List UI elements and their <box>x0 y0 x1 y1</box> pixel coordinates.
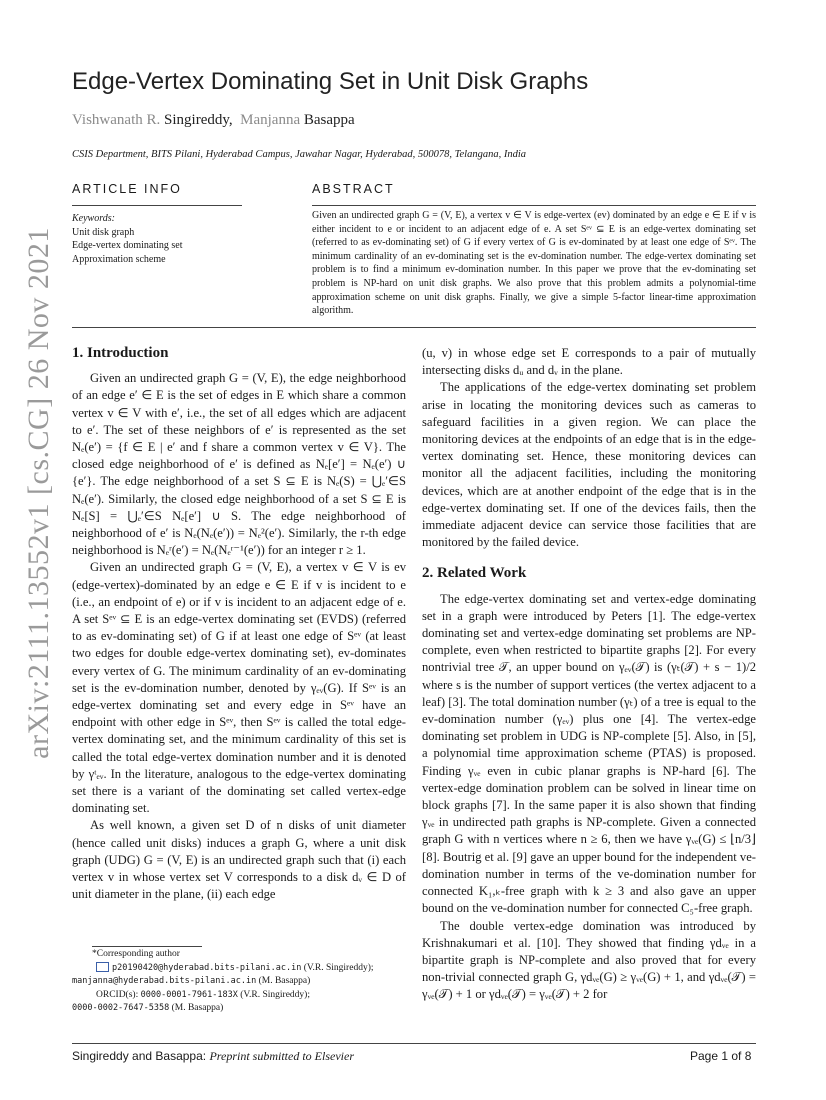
keywords-label: Keywords: <box>72 213 115 224</box>
mail-icon <box>96 962 109 972</box>
author-first-name[interactable]: Manjanna <box>240 112 301 128</box>
orcid-owner: (V.R. Singireddy); <box>240 989 310 1000</box>
spacer <box>422 551 756 565</box>
author-last-name[interactable]: Basappa <box>303 112 355 128</box>
section-heading-introduction: 1. Introduction <box>72 345 169 361</box>
author-last-name[interactable]: Singireddy <box>164 112 229 128</box>
affiliation: CSIS Department, BITS Pilani, Hyderabad Campus, Jawahar Nagar, Hyderabad, 500078, Telangana, India <box>72 149 527 160</box>
left-column <box>72 345 406 904</box>
abstract-text: Given an undirected graph G = (V, E), a vertex v ∈ V is edge-vertex (ev) dominated by an edge e ∈ E if v is either incident to e or incident to an adjacent edge of e. A set Sᵉᵛ ⊆ E is an edge-vertex dominating set (referred to as ev-dominating set) of G if every vertex of G is ev-dominated by at least one edge of Sᵉᵛ. The minimum cardinality of an ev-dominating set is the ev-domination number. The edge-vertex dominating set problem is to find a minimum ev-domination number. In this paper we prove that the ev-dominating set problem is NP-hard on unit disk graphs. We also prove that this problem admits a polynomial-time approximation scheme on unit disk graphs. Finally, we give a simple 5-factor linear-time approximation algorithm. <box>312 210 756 317</box>
divider <box>72 327 756 328</box>
abstract-heading: ABSTRACT <box>312 182 395 196</box>
page-number: Page 1 of 8 <box>690 1049 752 1063</box>
footer-left <box>72 1049 354 1064</box>
footnote-divider <box>92 946 202 947</box>
paragraph: Given an undirected graph G = (V, E), the edge neighborhood of an edge e′ ∈ E is the set of edges in E which share a common vertex v ∈ V with e′, i.e., the set of all edges which are adjacent to e′. The set of these neighbors of e′ is represented as the set Nₑ(e′) = {f ∈ E | e′ and f share a common vertex v ∈ V}. The closed edge neighborhood of e′ is defined as Nₑ[e′] = Nₑ(e′) ∪ {e′}. The edge neighborhood of a set S ⊆ E is Nₑ(S) = ⋃ₑ′∈S Nₑ(e′). Similarly, the closed edge neighborhood of a set S ⊆ E is Nₑ[S] = ⋃ₑ′∈S Nₑ[e′] ∪ S. The edge neighborhood of neighborhood of e′ is Nₑ(Nₑ(e′)) = Nₑ²(e′). Similarly, the r-th edge neighborhood is Nₑʳ(e′) = Nₑ(Nₑʳ⁻¹(e′)) for an integer r ≥ 1. <box>72 371 406 558</box>
paragraph: The double vertex-edge domination was introduced by Krishnakumari et al. [10]. They showed that finding γdᵥₑ in a bipartite graph is NP-complete and also proved that for every non-trivial connected graph G, γdᵥₑ(G) ≥ γᵥₑ(G) + 1, and γdᵥₑ(𝒯) = γᵥₑ(𝒯) + 1 or γdᵥₑ(𝒯) = γᵥₑ(𝒯) + 2 for <box>422 918 756 1002</box>
email-owner: (V.R. Singireddy); <box>303 962 374 973</box>
paragraph: Given an undirected graph G = (V, E), a vertex v ∈ V is ev (edge-vertex)-dominated by an edge e ∈ E if v is incident to e (i.e., an endpoint of e) or if v is incident to an adjacent edge of e. A set Sᵉᵛ ⊆ E is an edge-vertex dominating set (EVDS) (referred to as ev-dominating set) of G if at least one edge of Sᵉᵛ (at least two edges for double edge-vertex dominating set), ev-dominates every vertex of G. The minimum cardinality of an ev-dominating set is the ev-domination number, denoted by γₑᵥ(G). If Sᵉᵛ is an edge-vertex dominating set and every edge in Sᵉᵛ have an endpoint with other edge in Sᵉᵛ, then Sᵉᵛ is called the total edge-vertex dominating set, and the minimum cardinality of this set is called the total edge-vertex domination number and it is denoted by γᵗₑᵥ. In the literature, analogous to the edge-vertex dominating set there is a variant of the dominating set called vertex-edge dominating set. <box>72 560 406 816</box>
section-heading-related-work: 2. Related Work <box>422 565 527 582</box>
divider <box>312 205 756 206</box>
arxiv-stamp <box>14 227 64 759</box>
right-column <box>422 345 756 1004</box>
footnotes <box>72 948 406 1016</box>
paragraph: (u, v) in whose edge set E corresponds to a pair of mutually intersecting disks dᵤ and dᵥ in the plane. <box>422 346 756 378</box>
footnote-corresponding: *Corresponding author <box>92 949 180 959</box>
orcid-link[interactable]: 0000-0002-7647-5358 <box>72 1003 170 1013</box>
keyword: Approximation scheme <box>72 253 166 265</box>
email-link[interactable]: manjanna@hyderabad.bits-pilani.ac.in <box>72 976 257 986</box>
footer-note: Preprint submitted to Elsevier <box>209 1049 354 1063</box>
divider <box>72 205 242 206</box>
footer-divider <box>72 1043 756 1044</box>
paragraph: The edge-vertex dominating set and vertex-edge dominating set in a graph were introduced by Peters [1]. The edge-vertex dominating set and vertex-edge dominating set problems are NP-complete, even when restricted to bipartite graphs [2]. For every nontrivial tree 𝒯, an upper bound on γₑᵥ(𝒯) is (γₜ(𝒯) + s − 1)/2 where s is the number of support vertices (the vertex adjacent to a leaf) [3]. The total domination number (γₜ) of a tree is equal to the ev-domination number (γₑᵥ) plus one [4]. The vertex-edge dominating set problem in UDG is NP-complete [5]. Also, in [5], a polynomial time approximation scheme (PTAS) is proposed. Finding γᵥₑ even in cubic planar graphs is NP-hard [6]. The vertex-edge domination problem can be solved in linear time on block graphs [7]. In the same paper it is also shown that finding γᵥₑ in undirected path graphs is NP-complete. Given a connected graph G with n vertices where n ≥ 6, then we have γᵥₑ(G) ≤ ⌊n/3⌋[8]. Boutrig et al. [9] gave an upper bound for the independent ve-domination number in terms of the ve-domination number for connected K₁,ₖ-free graph with k ≥ 3 and also gave an upper bound on the ve-domination number for connected C₅-free graph. <box>422 591 756 916</box>
author-first-name[interactable]: Vishwanath R. <box>72 112 161 128</box>
orcid-owner: (M. Basappa) <box>171 1003 224 1013</box>
orcid-label: ORCID(s): <box>96 989 139 1000</box>
keyword: Unit disk graph <box>72 226 135 238</box>
paragraph: As well known, a given set D of n disks of unit diameter (hence called unit disks) induces a graph G, where a unit disk graph (UDG) G = (V, E) is an undirected graph such that (i) each vertex v in whose vertex set V corresponds to a disk dᵥ ∈ D of unit diameter in the plane, (ii) each edge <box>72 818 406 902</box>
email-link[interactable]: p20190420@hyderabad.bits-pilani.ac.in <box>112 962 302 973</box>
paper-title: Edge-Vertex Dominating Set in Unit Disk Graphs <box>72 68 589 95</box>
footer-authors: Singireddy and Basappa: <box>72 1049 207 1063</box>
author-list: Vishwanath R. Singireddy, Manjanna Basappa <box>72 112 355 128</box>
article-info-heading: ARTICLE INFO <box>72 182 182 196</box>
email-owner: (M. Basappa) <box>258 976 311 986</box>
keywords-block <box>72 212 183 266</box>
keyword: Edge-vertex dominating set <box>72 240 183 251</box>
arxiv-stamp-text: arXiv:2111.13552v1 [cs.CG] 26 Nov 2021 <box>22 227 55 759</box>
paragraph: The applications of the edge-vertex dominating set problem arise in locating the monitoring devices such as cameras to safeguard facilities in a given region. We can place the monitoring devices at the endpoints of an edge that is in the edge-vertex dominating set. Hence, these monitoring devices can monitor all the adjacent facilities, including the monitoring devices, which are at another endpoint of the edge that is in the edge-vertex dominating set. If one of the devices fails, then the immediate adjacent device can service those facilities that are monitored by the failed device. <box>422 380 756 550</box>
orcid-link[interactable]: 0000-0001-7961-183X <box>140 989 238 1000</box>
